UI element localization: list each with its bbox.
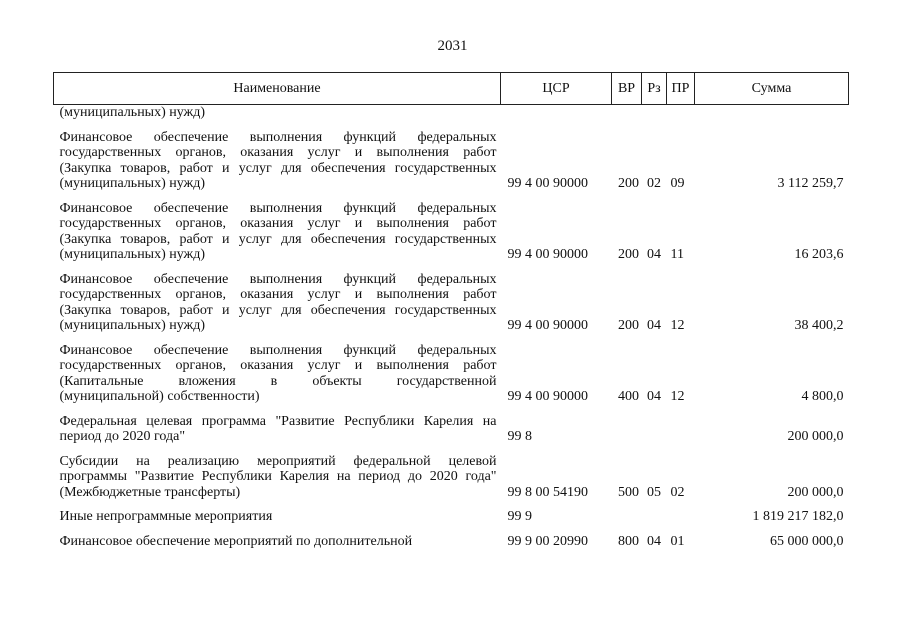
cell-name-line: (муниципальных) нужд)	[59, 318, 206, 333]
cell-vr: 500	[618, 484, 639, 500]
row-spacer	[54, 525, 849, 534]
cell-sum: 16 203,6	[794, 247, 844, 262]
cell-rz: 04	[647, 533, 661, 549]
column-header-name: Наименование	[54, 73, 501, 105]
row-spacer-cell	[54, 405, 849, 414]
table-header-row	[54, 73, 849, 105]
cell-name	[54, 201, 501, 263]
row-spacer-cell	[54, 192, 849, 201]
cell-name-line: Финансовое обеспечение выполнения функций федеральных	[59, 342, 497, 358]
row-spacer-cell	[54, 121, 849, 130]
cell-pr: 01	[670, 533, 685, 549]
cell-rz: 04	[647, 318, 661, 333]
cell-vr: 800	[618, 533, 639, 549]
table-row	[54, 130, 849, 192]
cell-name-line: Иные непрограммные мероприятия	[59, 509, 273, 524]
cell-vr: 200	[618, 318, 639, 333]
cell-rz	[642, 509, 667, 525]
table-row	[54, 509, 849, 525]
cell-sum: 200 000,0	[787, 429, 844, 444]
column-header-sum: Сумма	[695, 73, 849, 105]
row-spacer	[54, 445, 849, 454]
cell-name-line: программы "Развитие Республики Карелия на период до 2020 года"	[59, 469, 497, 484]
table-row	[54, 414, 849, 445]
cell-name-line: Финансовое обеспечение выполнения функций федеральных	[59, 129, 497, 145]
cell-name-line: период до 2020 года"	[59, 429, 186, 444]
cell-pr	[667, 509, 695, 525]
table-row	[54, 201, 849, 263]
row-spacer	[54, 500, 849, 509]
cell-csr: 99 4 00 90000	[507, 247, 588, 262]
cell-name-line: (Закупка товаров, работ и услуг для обеспечения государственных	[59, 160, 497, 176]
column-header-vr: ВР	[612, 73, 642, 105]
column-header-rz: Рз	[642, 73, 667, 105]
row-spacer-cell	[54, 500, 849, 509]
cell-rz: 02	[647, 176, 661, 191]
cell-name-line: Субсидии на реализацию мероприятий федеральной целевой	[59, 453, 497, 469]
table-row	[54, 534, 849, 550]
cell-name-line: Финансовое обеспечение мероприятий по дополнительной	[59, 533, 413, 549]
cell-name-line: (муниципальных) нужд)	[59, 176, 206, 191]
column-header-csr: ЦСР	[501, 73, 612, 105]
cell-csr: 99 4 00 90000	[507, 176, 588, 191]
cell-name-line: Федеральная целевая программа "Развитие Республики Карелия на	[59, 413, 497, 429]
cell-sum: 3 112 259,7	[777, 176, 844, 191]
row-spacer	[54, 334, 849, 343]
row-spacer	[54, 192, 849, 201]
row-spacer-cell	[54, 445, 849, 454]
cell-vr	[612, 509, 642, 525]
cell-pr: 11	[670, 247, 684, 262]
cell-name	[54, 414, 501, 445]
cell-vr	[612, 105, 642, 121]
cell-csr	[501, 105, 612, 121]
cell-name-line: государственных органов, оказания услуг и выполнения работ	[59, 358, 497, 373]
cell-rz: 05	[647, 484, 661, 500]
cell-name-line: (муниципальной) собственности)	[59, 389, 260, 404]
cell-name	[54, 343, 501, 405]
cell-sum: 200 000,0	[787, 484, 844, 500]
cell-name	[54, 454, 501, 501]
row-spacer	[54, 121, 849, 130]
cell-csr: 99 4 00 90000	[507, 318, 588, 333]
cell-pr: 02	[670, 484, 685, 500]
cell-csr: 99 9 00 20990	[507, 533, 588, 549]
cell-sum: 65 000 000,0	[770, 533, 844, 549]
cell-name	[54, 534, 501, 550]
table-body	[54, 105, 849, 550]
cell-name-line: государственных органов, оказания услуг и выполнения работ	[59, 287, 497, 302]
cell-rz: 04	[647, 247, 661, 262]
cell-name-line: (муниципальных) нужд)	[59, 247, 206, 262]
cell-sum: 4 800,0	[801, 389, 844, 404]
cell-pr: 12	[670, 389, 685, 404]
cell-name-line: (Закупка товаров, работ и услуг для обеспечения государственных	[59, 231, 497, 247]
cell-pr	[667, 414, 695, 445]
cell-vr	[612, 414, 642, 445]
cell-vr: 200	[618, 247, 639, 262]
row-spacer-cell	[54, 334, 849, 343]
cell-sum: 1 819 217 182,0	[752, 509, 844, 524]
row-spacer-cell	[54, 263, 849, 272]
cell-name-line: государственных органов, оказания услуг и выполнения работ	[59, 216, 497, 231]
cell-name-line: (муниципальных) нужд)	[59, 105, 206, 120]
cell-name-line: государственных органов, оказания услуг и выполнения работ	[59, 145, 497, 160]
cell-rz	[642, 414, 667, 445]
cell-name	[54, 105, 501, 121]
column-header-pr: ПР	[667, 73, 695, 105]
cell-pr: 09	[670, 176, 685, 191]
page-number: 2031	[437, 38, 468, 54]
cell-vr: 200	[618, 176, 639, 191]
cell-name	[54, 130, 501, 192]
cell-name	[54, 509, 501, 525]
cell-csr: 99 9	[507, 509, 532, 524]
cell-csr: 99 8	[507, 429, 532, 444]
cell-rz: 04	[647, 389, 661, 404]
cell-name-line: (Межбюджетные трансферты)	[59, 484, 241, 500]
row-spacer	[54, 263, 849, 272]
cell-name	[54, 272, 501, 334]
cell-name-line: (Закупка товаров, работ и услуг для обеспечения государственных	[59, 302, 497, 318]
cell-pr	[667, 105, 695, 121]
row-spacer-cell	[54, 525, 849, 534]
cell-sum: 38 400,2	[794, 318, 844, 333]
row-spacer	[54, 405, 849, 414]
table-row	[54, 343, 849, 405]
cell-csr: 99 8 00 54190	[507, 484, 588, 500]
cell-csr: 99 4 00 90000	[507, 389, 588, 404]
cell-rz	[642, 105, 667, 121]
cell-vr: 400	[618, 389, 639, 404]
cell-pr: 12	[670, 318, 685, 333]
cell-name-line: Финансовое обеспечение выполнения функций федеральных	[59, 271, 497, 287]
table-row	[54, 272, 849, 334]
table-row	[54, 454, 849, 501]
budget-table	[53, 72, 849, 549]
cell-name-line: (Капитальные вложения в объекты государственной	[59, 373, 497, 389]
table-row	[54, 105, 849, 121]
cell-name-line: Финансовое обеспечение выполнения функций федеральных	[59, 200, 497, 216]
cell-sum	[695, 105, 849, 121]
